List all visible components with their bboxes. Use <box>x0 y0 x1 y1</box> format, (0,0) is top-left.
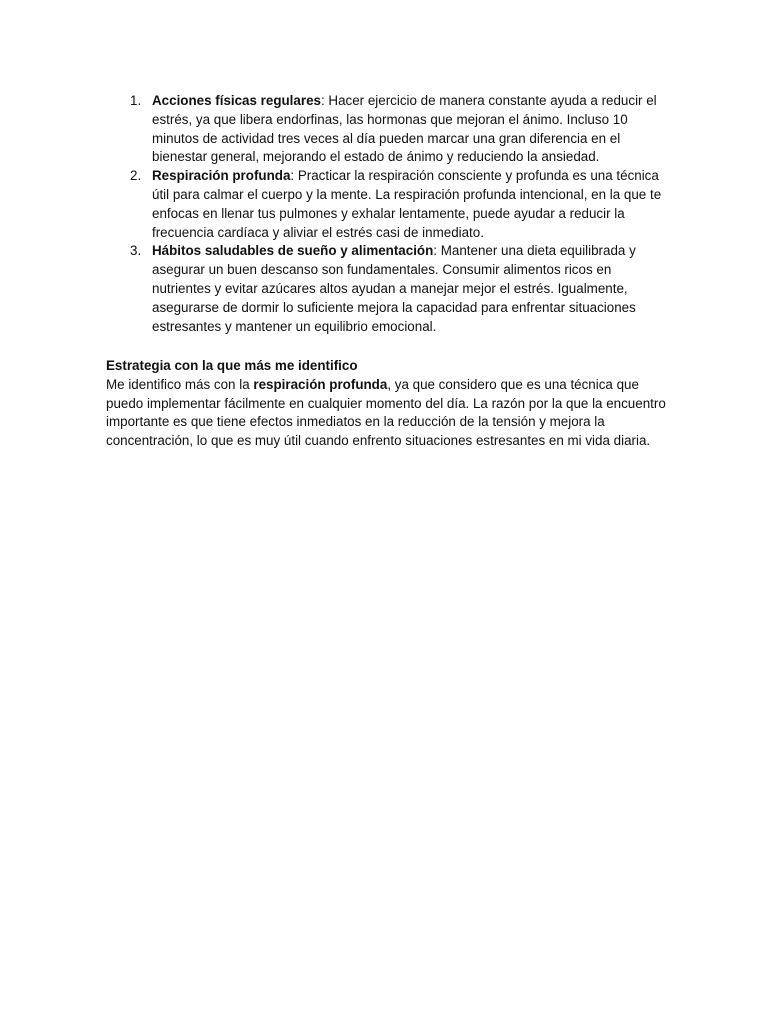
list-item-number: 1. <box>130 93 142 108</box>
list-item-term: Hábitos saludables de sueño y alimentación <box>152 243 434 259</box>
section-emphasis-text: respiración profunda <box>253 376 388 392</box>
list-item-number: 3. <box>130 243 142 259</box>
identification-section <box>106 357 668 451</box>
section-intro-text: Me identifico más con la <box>106 376 254 392</box>
strategy-list <box>128 92 668 336</box>
list-item-number: 2. <box>130 168 142 184</box>
list-item <box>128 92 668 167</box>
list-item-term: Acciones físicas regulares <box>152 93 321 108</box>
section-paragraph <box>106 376 668 451</box>
section-heading: Estrategia con la que más me identifico <box>106 358 358 373</box>
list-item-term: Respiración profunda <box>152 168 291 184</box>
list-item <box>128 242 668 336</box>
list-item <box>128 167 668 242</box>
list-item-text: : Practicar la respiración consciente y profunda es una técnica útil para calmar el cuerpo y la mente. La respiración profunda intencional, en la que te enfocas en llenar tus pulmones y exhalar lentamente, puede ayudar a reducir la frecuencia cardíaca y aliviar el estrés casi de inmediato. <box>152 168 662 240</box>
list-item-text: : Hacer ejercicio de manera constante ayuda a reducir el estrés, ya que libera endorfinas, las hormonas que mejoran el ánimo. Incluso 10 minutos de actividad tres veces al día pueden marcar una gran diferencia en el bienestar general, mejorando el estado de ánimo y reduciendo la ansiedad. <box>152 93 657 165</box>
list-item-text: : Mantener una dieta equilibrada y asegurar un buen descanso son fundamentales. Consumir alimentos ricos en nutrientes y evitar azúcares altos ayudan a manejar mejor el estrés. Igualmente, asegurarse de dormir lo suficiente mejora la capacidad para enfrentar situaciones estresantes y mantener un equilibrio emocional. <box>152 243 636 334</box>
section-body-text: , ya que considero que es una técnica que puedo implementar fácilmente en cualquier momento del día. La razón por la que la encuentro importante es que tiene efectos inmediatos en la reducción de la tensión y mejora la concentración, lo que es muy útil cuando enfrento situaciones estresantes en mi vida diaria. <box>106 376 666 449</box>
